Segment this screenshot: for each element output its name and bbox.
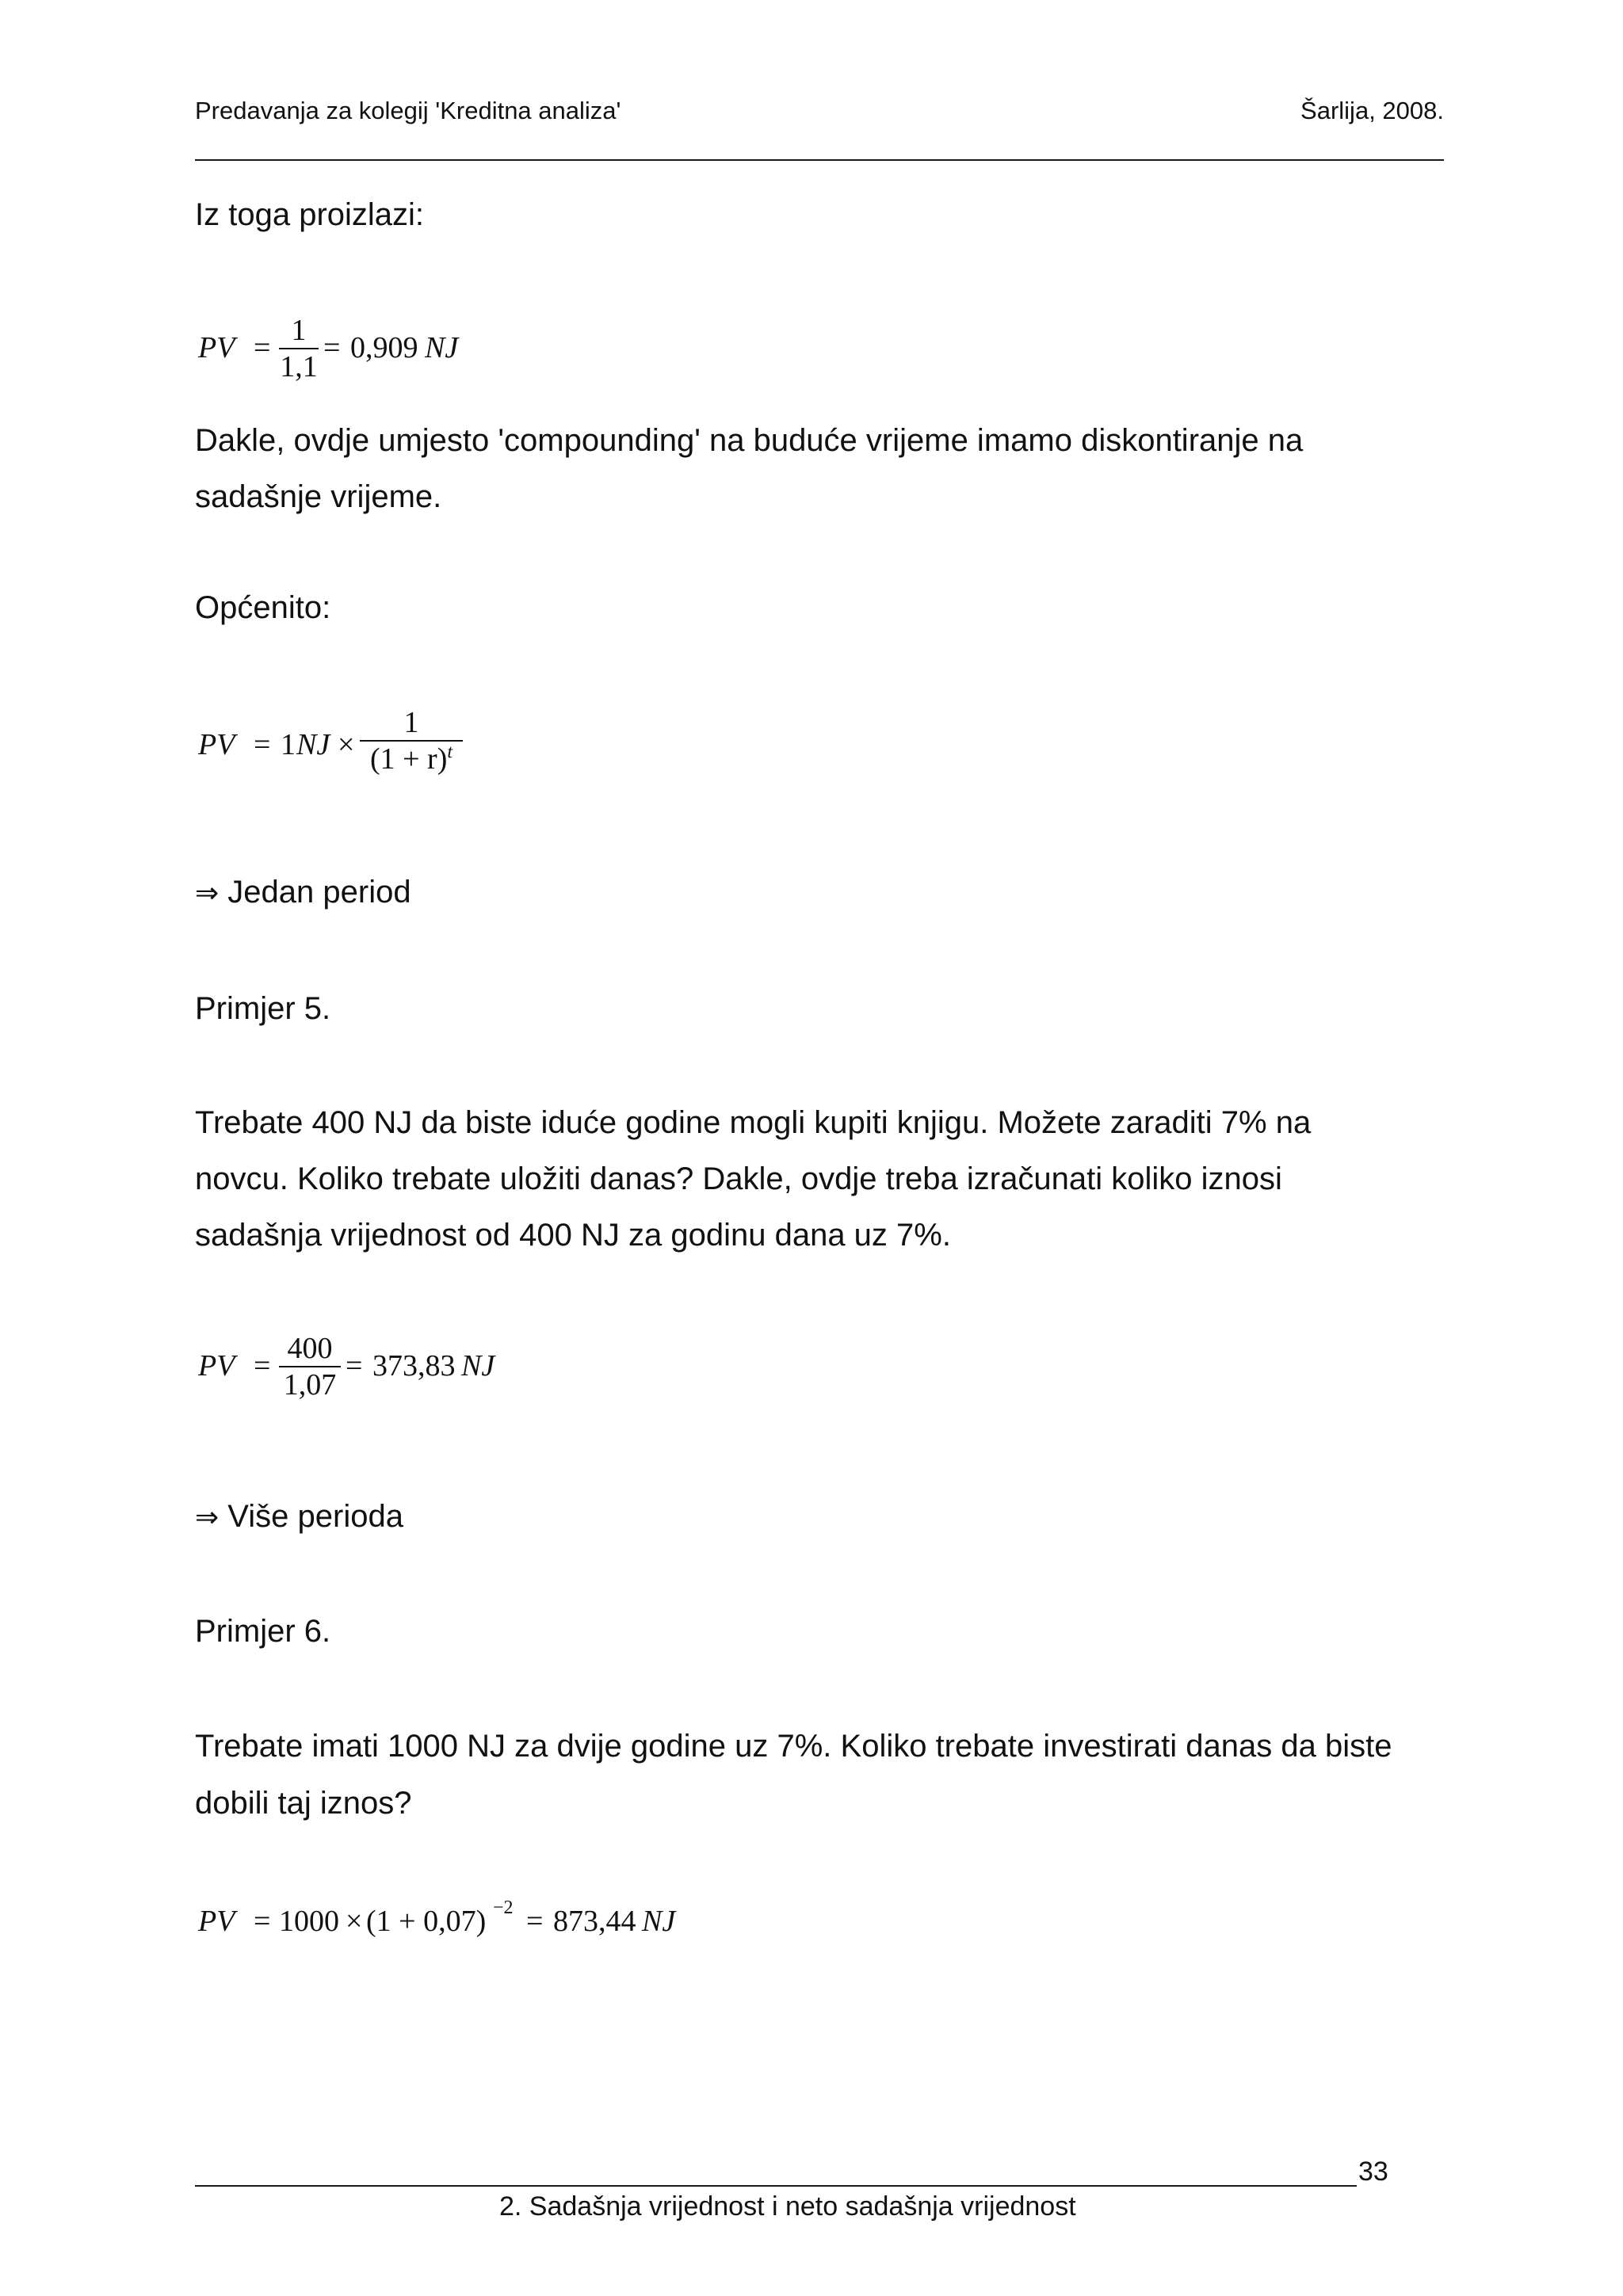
example-5-line2: novcu. Koliko trebate uložiti danas? Dakle, ovdje treba izračunati koliko iznosi — [195, 1161, 1282, 1196]
eq3-lhs: PV — [198, 1349, 235, 1383]
eq1-result: 0,909 — [350, 331, 418, 364]
eq3-fraction — [279, 1331, 341, 1402]
example-6-line1: Trebate imati 1000 NJ za dvije godine uz 7%. Koliko trebate investirati danas da biste — [195, 1729, 1392, 1764]
eq1-numerator: 1 — [291, 314, 307, 347]
eq1-lhs: PV — [198, 331, 235, 364]
eq3-numerator: 400 — [287, 1332, 333, 1365]
equation-1: PV = 1 1,1 = 0,909 NJ — [198, 314, 459, 383]
eq2-denominator-base: (1 + r) — [369, 742, 448, 776]
eq3-denominator: 1,07 — [283, 1368, 337, 1402]
eq2-denominator-exponent: t — [447, 742, 453, 763]
bullet-one-period-label: Jedan period — [227, 875, 411, 910]
eq4-lhs: PV — [198, 1905, 235, 1938]
eq3-result: 373,83 — [372, 1349, 456, 1383]
footer-chapter: 2. Sadašnja vrijednost i neto sadašnja vrijednost — [499, 2191, 1076, 2222]
eq1-denominator: 1,1 — [280, 350, 318, 383]
eq1-unit: NJ — [425, 331, 459, 364]
paragraph-discounting-line1: Dakle, ovdje umjesto 'compounding' na buduće vrijeme imamo diskontiranje na — [195, 423, 1304, 458]
intro-text: Iz toga proizlazi: — [195, 197, 425, 232]
eq2-lhs: PV — [198, 728, 235, 761]
eq3-unit: NJ — [461, 1349, 495, 1383]
eq4-base: (1 + 0,07) — [366, 1905, 487, 1938]
bullet-multiple-periods-label: Više perioda — [227, 1499, 403, 1534]
equation-4: PV = 1000 × (1 + 0,07) −2 = 873,44 NJ — [198, 1897, 676, 1938]
equation-2: PV = 1 NJ × 1 $(1 + r)^t$ — [198, 705, 563, 800]
example-6-line2: dobili taj iznos? — [195, 1786, 412, 1821]
eq1-fraction — [279, 313, 319, 384]
implies-arrow-icon: ⇒ — [195, 877, 220, 910]
bullet-one-period — [195, 864, 411, 922]
bullet-multiple-periods — [195, 1488, 403, 1547]
eq4-amount: 1000 — [279, 1905, 339, 1938]
eq4-exponent: −2 — [493, 1897, 514, 1918]
paragraph-discounting-line2: sadašnje vrijeme. — [195, 479, 442, 514]
eq2-unit: NJ — [296, 728, 330, 761]
page-number: 33 — [1358, 2157, 1388, 2187]
general-heading: Općenito: — [195, 590, 331, 625]
header-left: Predavanja za kolegij 'Kreditna analiza' — [195, 97, 621, 124]
header-rule — [195, 159, 1444, 161]
eq2-factor: 1 — [281, 728, 296, 761]
eq4-unit: NJ — [642, 1905, 676, 1938]
header-right: Šarlija, 2008. — [1300, 97, 1444, 124]
example-5-title: Primjer 5. — [195, 991, 331, 1026]
footer-rule — [195, 2185, 1357, 2187]
eq2-numerator: 1 — [403, 706, 419, 739]
eq4-result: 873,44 — [553, 1905, 636, 1938]
example-5-line1: Trebate 400 NJ da biste iduće godine mogli kupiti knjigu. Možete zaraditi 7% na — [195, 1105, 1312, 1140]
example-5-line3: sadašnja vrijednost od 400 NJ za godinu dana uz 7%. — [195, 1218, 951, 1253]
example-6-title: Primjer 6. — [195, 1614, 331, 1649]
eq2-fraction — [360, 705, 463, 776]
equation-3: PV = 400 1,07 = 373,83 NJ — [198, 1332, 495, 1402]
implies-arrow-icon: ⇒ — [195, 1501, 220, 1534]
